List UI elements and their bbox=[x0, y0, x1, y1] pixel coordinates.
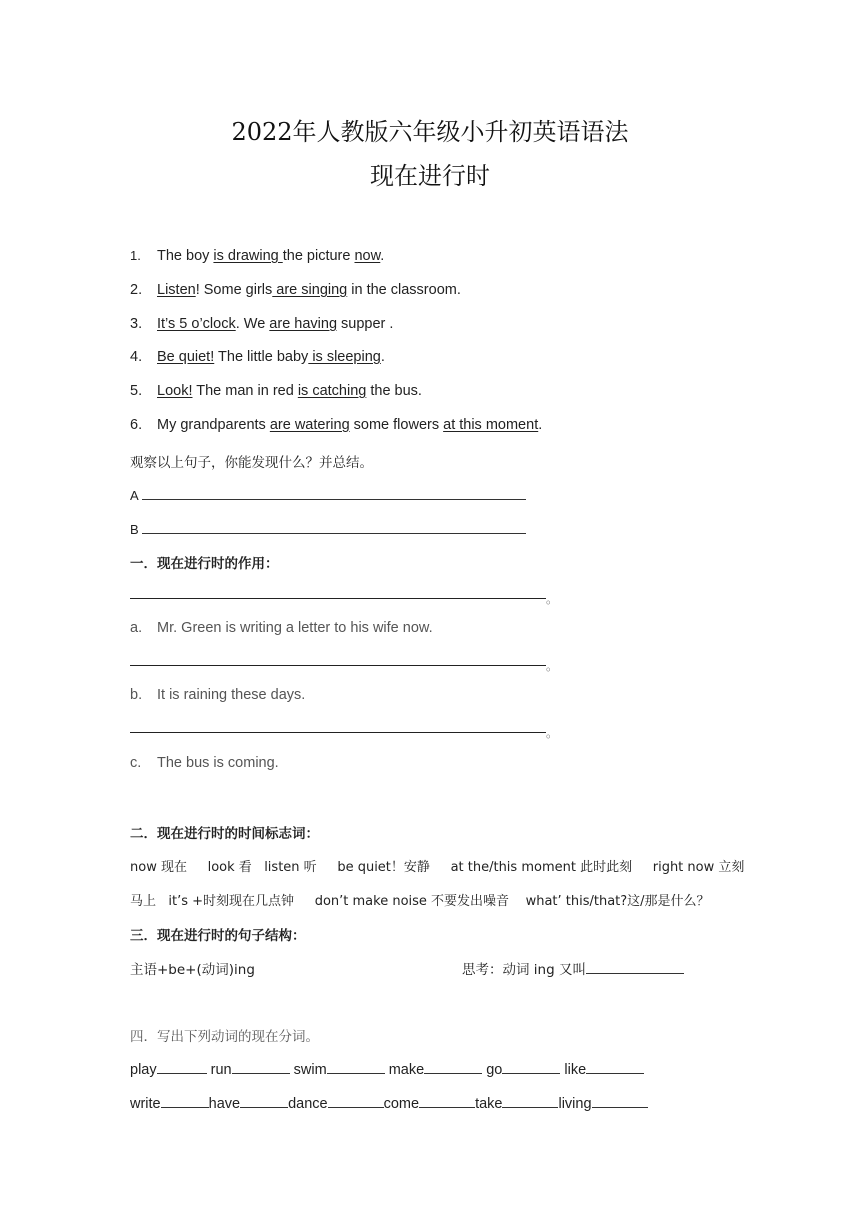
answer-blank[interactable] bbox=[592, 1093, 648, 1108]
answer-blank[interactable] bbox=[157, 1059, 207, 1074]
sentence-text: The man in red bbox=[192, 383, 298, 399]
underlined-phrase: Be quiet! bbox=[157, 349, 215, 365]
answer-blank[interactable] bbox=[328, 1093, 384, 1108]
underlined-phrase: Listen bbox=[157, 282, 196, 298]
answer-line-a bbox=[130, 485, 526, 503]
verb-word: like bbox=[564, 1062, 587, 1078]
underlined-phrase: are watering bbox=[269, 417, 350, 433]
answer-label: A bbox=[130, 488, 138, 503]
answer-label: B bbox=[130, 522, 139, 537]
sentence-number: 3. bbox=[130, 316, 143, 332]
section-1-heading: 一．现在进行时的作用： bbox=[130, 556, 279, 572]
example-text: Mr. Green is writing a letter to his wife now. bbox=[157, 620, 433, 636]
answer-blank[interactable] bbox=[502, 1059, 560, 1074]
sentence-text: in the classroom. bbox=[347, 282, 461, 298]
sentence-text: . bbox=[538, 417, 543, 433]
page-title: 2022年人教版六年级小升初英语语法 bbox=[231, 118, 629, 146]
sentence-6 bbox=[130, 417, 542, 433]
answer-blank[interactable] bbox=[232, 1059, 290, 1074]
sentence-text: The boy bbox=[157, 248, 214, 264]
verb-word: run bbox=[210, 1062, 232, 1078]
answer-blank[interactable] bbox=[327, 1059, 385, 1074]
period-mark: 。 bbox=[546, 726, 559, 740]
answer-blank[interactable] bbox=[240, 1093, 288, 1108]
underlined-phrase: is sleeping bbox=[308, 349, 381, 365]
sentence-text: some flowers bbox=[349, 417, 444, 433]
sentence-number: 2. bbox=[130, 282, 143, 298]
time-markers-line-2: 马上 it’s +时刻现在几点钟 don’t make noise 不要发出噪音 what’ this/that?这/那是什么？ bbox=[130, 894, 710, 909]
verb-row-2 bbox=[130, 1093, 648, 1112]
sentence-1 bbox=[130, 248, 384, 264]
verb-word: take bbox=[475, 1096, 503, 1112]
think-question bbox=[462, 958, 684, 978]
sentence-text: My grandparents bbox=[157, 417, 270, 433]
sentence-5 bbox=[130, 383, 422, 399]
verb-word: play bbox=[130, 1062, 157, 1078]
verb-word: come bbox=[383, 1096, 420, 1112]
period-mark: 。 bbox=[546, 592, 559, 606]
verb-word: write bbox=[130, 1096, 161, 1112]
answer-blank[interactable] bbox=[130, 665, 546, 666]
sentence-2 bbox=[130, 282, 461, 298]
verb-word: swim bbox=[293, 1062, 327, 1078]
page-subtitle: 现在进行时 bbox=[370, 162, 490, 190]
observe-prompt: 观察以上句子，你能发现什么？并总结。 bbox=[130, 455, 373, 471]
sentence-number: 1. bbox=[130, 248, 141, 263]
think-label: 思考：动词 ing 又叫 bbox=[462, 962, 586, 978]
sentence-text: The little baby bbox=[214, 349, 309, 365]
sentence-text: . We bbox=[235, 316, 270, 332]
underlined-phrase: It’s 5 o’clock bbox=[157, 316, 236, 332]
example-text: It is raining these days. bbox=[157, 687, 306, 703]
verb-word: go bbox=[486, 1062, 503, 1078]
underlined-phrase: is drawing bbox=[213, 248, 283, 264]
sentence-number: 5. bbox=[130, 383, 143, 399]
answer-blank[interactable] bbox=[419, 1093, 475, 1108]
sentence-3 bbox=[130, 316, 393, 332]
answer-blank[interactable] bbox=[142, 519, 526, 534]
underlined-phrase: at this moment bbox=[443, 417, 539, 433]
verb-row-1 bbox=[130, 1059, 644, 1078]
answer-line-b bbox=[130, 519, 526, 537]
verb-word: have bbox=[208, 1096, 241, 1112]
sentence-4 bbox=[130, 349, 385, 365]
answer-blank[interactable] bbox=[161, 1093, 209, 1108]
answer-blank[interactable] bbox=[586, 959, 684, 974]
example-a bbox=[130, 620, 433, 636]
sentence-number: 6. bbox=[130, 417, 143, 433]
example-b bbox=[130, 687, 305, 703]
sentence-formula: 主语+be+(动词)ing bbox=[130, 962, 255, 978]
answer-blank[interactable] bbox=[142, 485, 526, 500]
verb-word: living bbox=[558, 1096, 592, 1112]
sentence-text: . bbox=[380, 349, 385, 365]
section-2-heading: 二．现在进行时的时间标志词： bbox=[130, 826, 319, 842]
verb-word: dance bbox=[288, 1096, 328, 1112]
example-label: a. bbox=[130, 620, 143, 636]
sentence-text: ! Some girls bbox=[195, 282, 273, 298]
example-label: b. bbox=[130, 687, 143, 703]
underlined-phrase: now bbox=[354, 248, 381, 264]
underlined-phrase: Look! bbox=[157, 383, 193, 399]
time-markers-line-1: now 现在 look 看 listen 听 be quiet！安静 at the/this moment 此时此刻 right now 立刻 bbox=[130, 860, 745, 875]
verb-word: make bbox=[388, 1062, 425, 1078]
answer-blank[interactable] bbox=[502, 1093, 558, 1108]
sentence-text: the picture bbox=[282, 248, 355, 264]
example-text: The bus is coming. bbox=[157, 755, 279, 771]
answer-blank[interactable] bbox=[586, 1059, 644, 1074]
sentence-text: supper . bbox=[337, 316, 394, 332]
answer-blank[interactable] bbox=[424, 1059, 482, 1074]
underlined-phrase: is catching bbox=[297, 383, 367, 399]
sentence-text: the bus. bbox=[366, 383, 422, 399]
underlined-phrase: are having bbox=[269, 316, 338, 332]
answer-blank[interactable] bbox=[130, 732, 546, 733]
section-3-heading: 三．现在进行时的句子结构： bbox=[130, 928, 306, 944]
period-mark: 。 bbox=[546, 659, 559, 673]
example-c bbox=[130, 755, 279, 771]
sentence-number: 4. bbox=[130, 349, 143, 365]
sentence-text: . bbox=[380, 248, 385, 264]
answer-blank[interactable] bbox=[130, 598, 546, 599]
example-label: c. bbox=[130, 755, 142, 771]
section-4-heading: 四．写出下列动词的现在分词。 bbox=[130, 1029, 319, 1045]
underlined-phrase: are singing bbox=[272, 282, 348, 298]
